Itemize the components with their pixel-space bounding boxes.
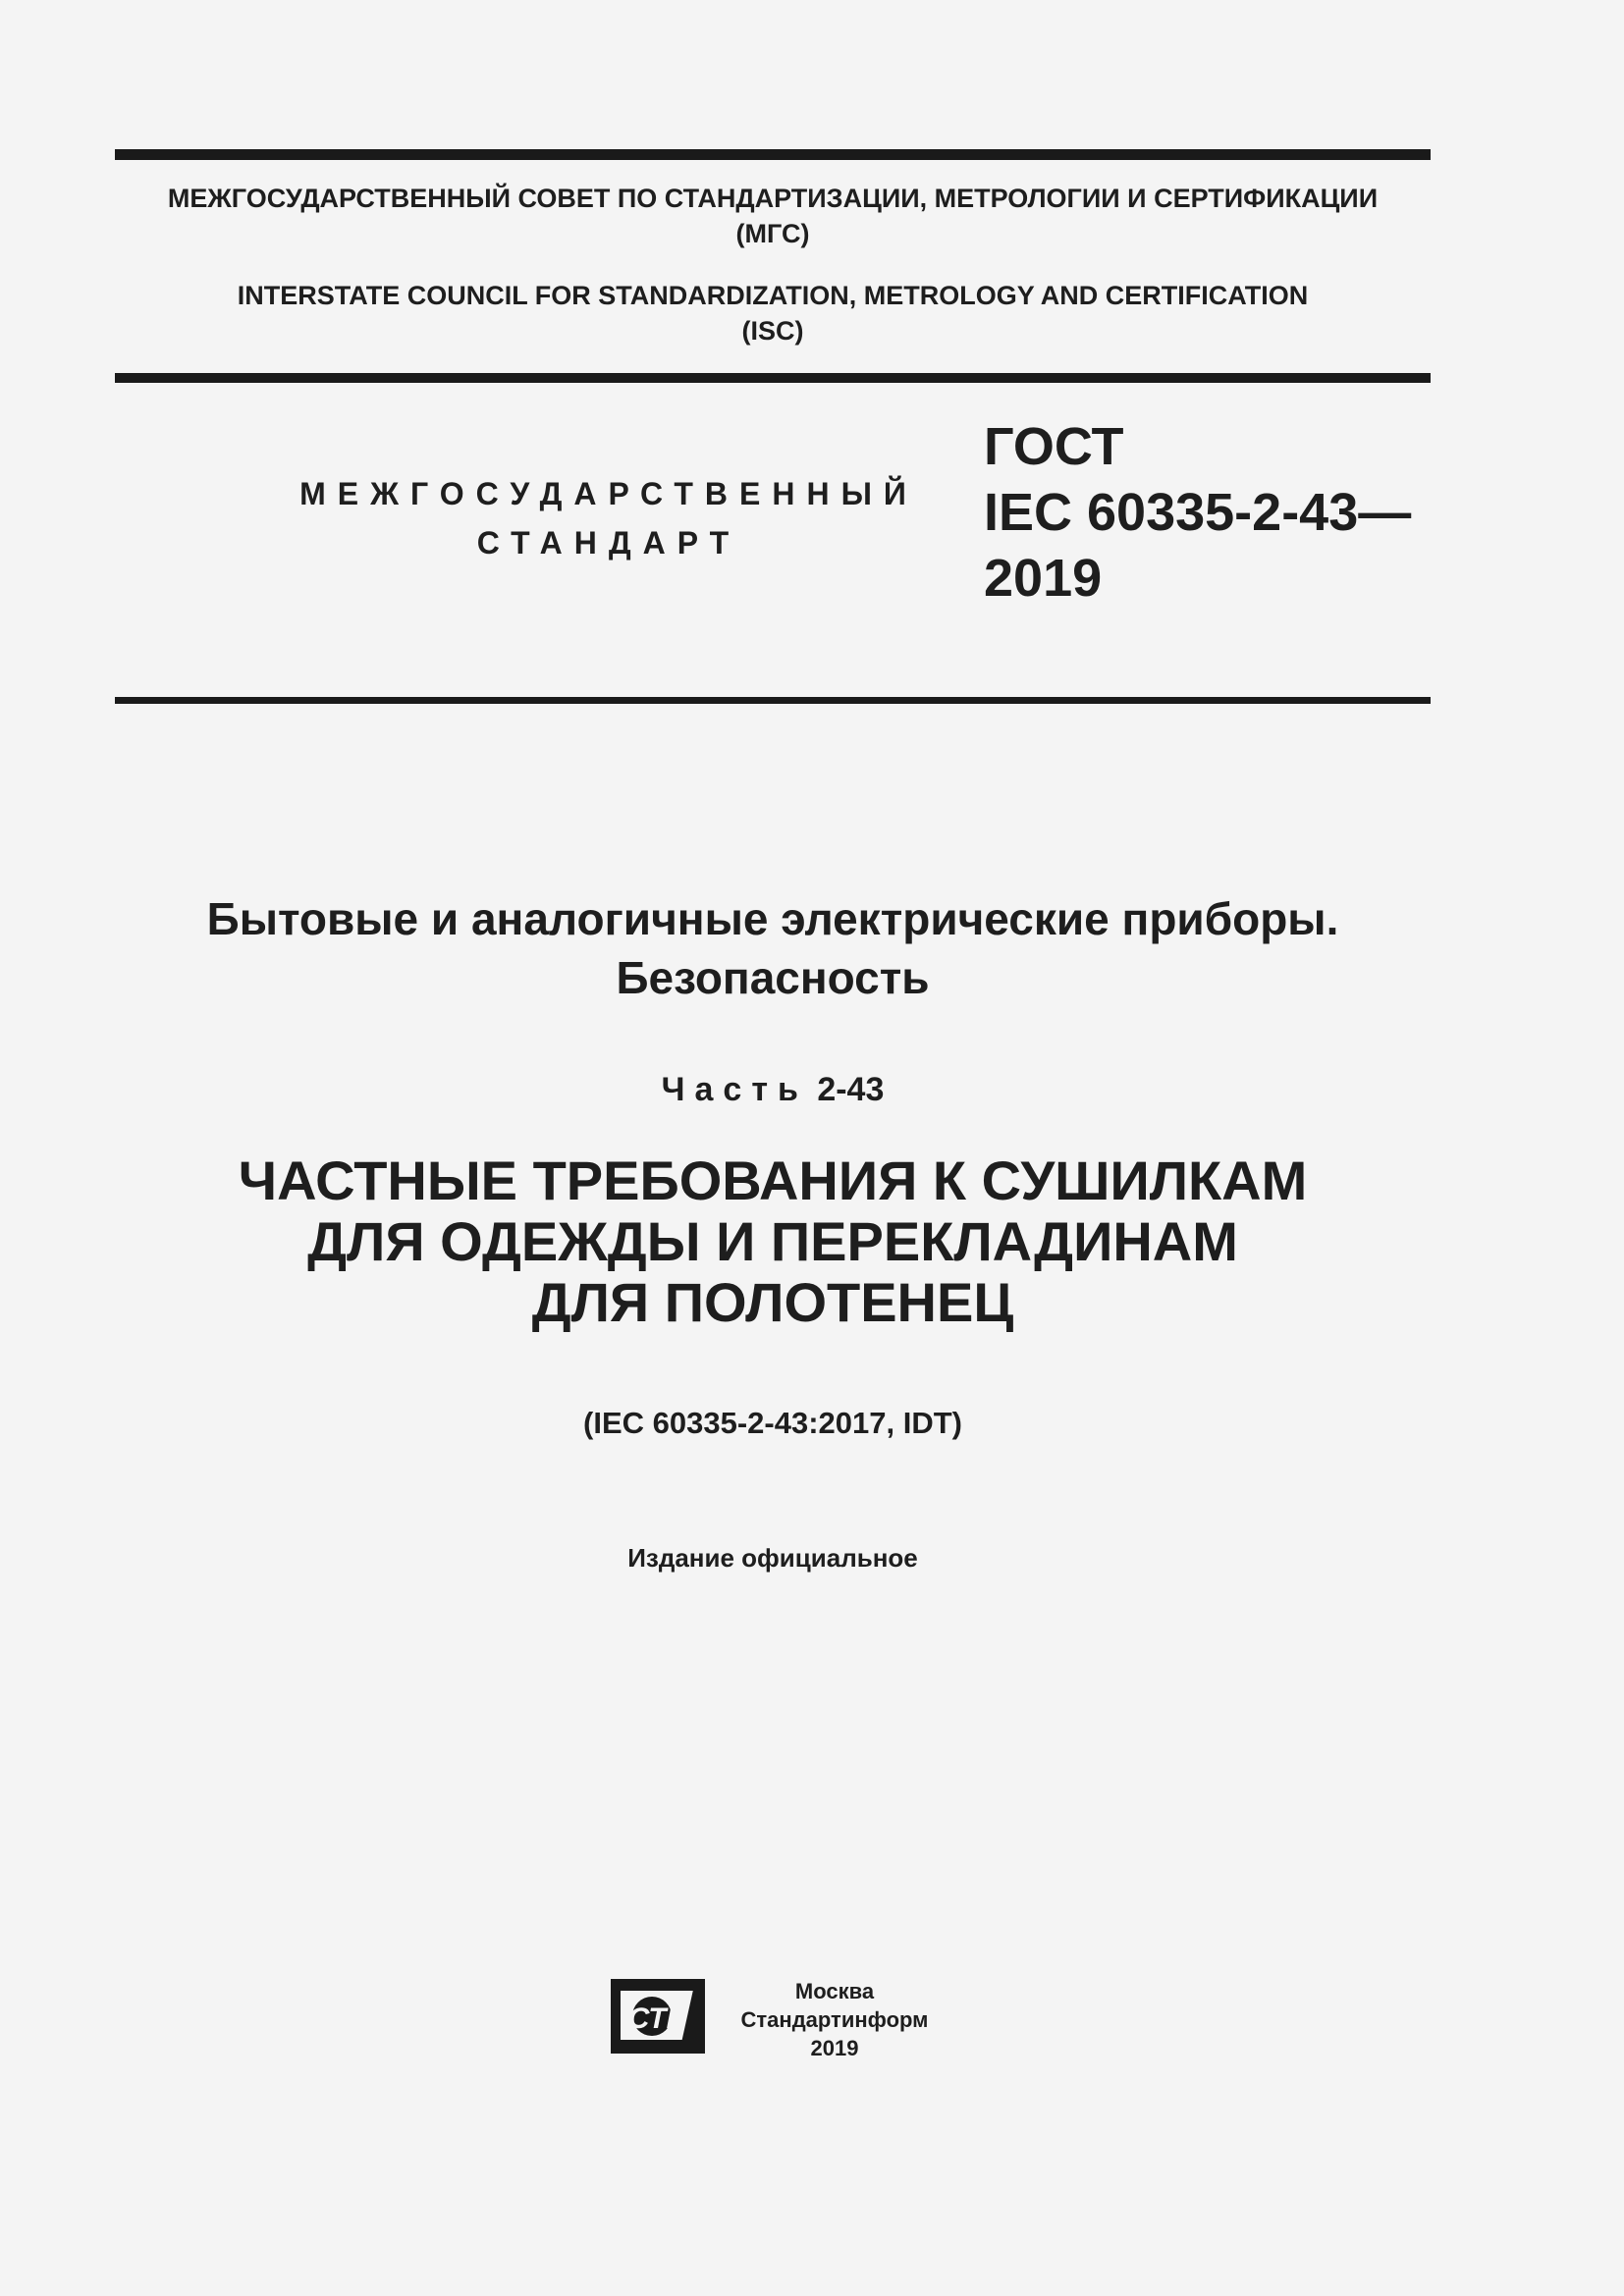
header-bottom-rule bbox=[115, 373, 1431, 383]
publisher-city: Москва bbox=[794, 1979, 875, 2003]
standard-kind bbox=[295, 469, 923, 567]
top-rule bbox=[115, 149, 1431, 160]
designation-bottom-rule bbox=[115, 697, 1431, 704]
publisher-name: Стандартинформ bbox=[740, 2007, 929, 2032]
standard-kind-line2: СТАНДАРТ bbox=[476, 525, 741, 561]
council-name-en bbox=[115, 278, 1431, 348]
standard-designation-year: 2019 bbox=[984, 549, 1103, 608]
council-abbr-en: (ISC) bbox=[741, 316, 804, 346]
logo-text: СТИ bbox=[627, 2002, 688, 2035]
document-subtitle-line2: ДЛЯ ОДЕЖДЫ И ПЕРЕКЛАДИНАМ bbox=[307, 1210, 1238, 1272]
standard-designation-gost: ГОСТ bbox=[984, 417, 1124, 476]
part-label bbox=[0, 1068, 1545, 1111]
edition-label: Издание официальное bbox=[627, 1543, 918, 1573]
council-name-ru-line1: МЕЖГОСУДАРСТВЕННЫЙ СОВЕТ ПО СТАНДАРТИЗАЦИИ, МЕТРОЛОГИИ И СЕРТИФИКАЦИИ bbox=[167, 184, 1379, 213]
council-name-en-line1: INTERSTATE COUNCIL FOR STANDARDIZATION, METROLOGY AND CERTIFICATION bbox=[237, 281, 1309, 310]
standard-designation bbox=[984, 414, 1435, 612]
document-title-line1: Бытовые и аналогичные электрические приборы. bbox=[206, 893, 1339, 944]
document-title-line2: Безопасность bbox=[616, 952, 930, 1003]
document-title bbox=[0, 889, 1545, 1007]
publisher-year: 2019 bbox=[810, 2036, 859, 2060]
document-subtitle bbox=[0, 1150, 1545, 1333]
standard-designation-number: IEC 60335-2-43— bbox=[984, 483, 1412, 542]
council-name-ru bbox=[115, 181, 1431, 251]
document-subtitle-line3: ДЛЯ ПОЛОТЕНЕЦ bbox=[531, 1271, 1014, 1333]
part-number: 2-43 bbox=[817, 1071, 885, 1108]
publisher-block bbox=[717, 1977, 952, 2062]
council-abbr-ru: (МГС) bbox=[735, 219, 810, 248]
standartinform-logo-icon bbox=[611, 1979, 705, 2054]
document-subtitle-line1: ЧАСТНЫЕ ТРЕБОВАНИЯ К СУШИЛКАМ bbox=[238, 1149, 1308, 1211]
standard-kind-line1: МЕЖГОСУДАРСТВЕННЫЙ bbox=[299, 476, 918, 511]
part-word: Часть bbox=[661, 1071, 808, 1108]
iec-reference: (IEC 60335-2-43:2017, IDT) bbox=[583, 1406, 962, 1440]
